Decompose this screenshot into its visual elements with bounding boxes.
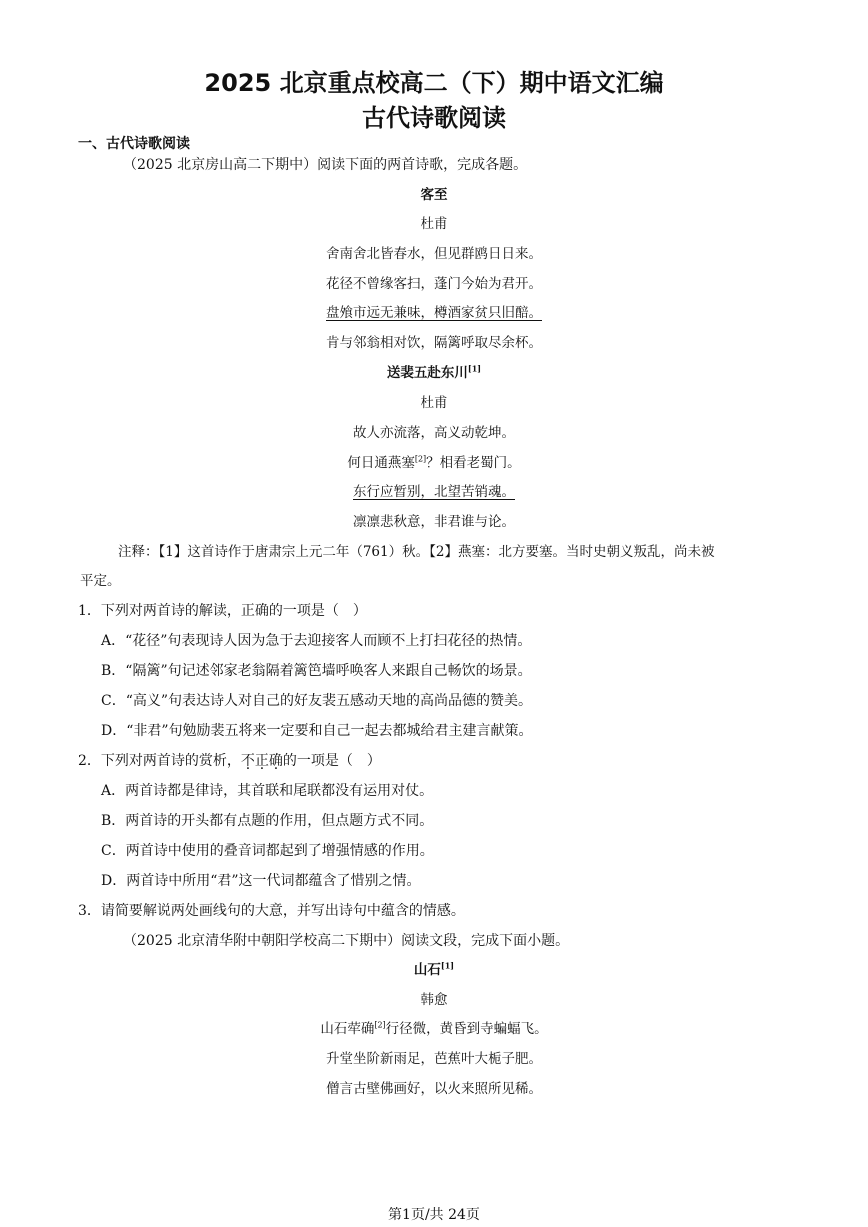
section-heading: 一、古代诗歌阅读 <box>78 136 190 152</box>
poem1-line: 舍南舍北皆春水，但见群鸥日日来。 <box>326 246 542 262</box>
line-text: 山石荦确 <box>320 1021 375 1037</box>
poem2-line <box>0 454 868 472</box>
poem3-author: 韩愈 <box>420 992 448 1008</box>
poem3-line: 僧言古壁佛画好，以火来照所见稀。 <box>326 1081 542 1097</box>
poem3-line: 升堂坐阶新雨足，芭蕉叶大栀子肥。 <box>326 1051 542 1067</box>
footnote-marker: [1] <box>467 363 482 374</box>
line-text: 行径微，黄昏到寺蝙蝠飞。 <box>385 1021 548 1037</box>
footnote-marker: [2] <box>374 1020 386 1030</box>
question-1-option-d: D．“非君”句勉励裴五将来一定要和自己一起去都城给君主建言献策。 <box>101 723 533 739</box>
poem3-title-text: 山石 <box>413 962 441 978</box>
footnote-marker: [1] <box>440 960 455 971</box>
poem2-author: 杜甫 <box>420 395 448 411</box>
poem1-line: 肯与邻翁相对饮，隔篱呼取尽余杯。 <box>326 335 542 351</box>
question-2-option-d: D．两首诗中所用“君”这一代词都蕴含了惜别之情。 <box>101 873 421 889</box>
question-1-option-a: A．“花径”句表现诗人因为急于去迎接客人而顾不上打扫花径的热情。 <box>101 633 532 649</box>
emphasis-char: 确 <box>268 753 283 769</box>
question-1-option-b: B．“隔篱”句记述邻家老翁隔着篱笆墙呼唤客人来跟自己畅饮的场景。 <box>101 663 532 679</box>
question-3-stem: 3．请简要解说两处画线句的大意，并写出诗句中蕴含的情感。 <box>78 903 465 919</box>
emphasis-char: 不 <box>240 753 255 769</box>
question-2-option-b: B．两首诗的开头都有点题的作用，但点题方式不同。 <box>101 813 434 829</box>
poem2-line: 凛凛悲秋意，非君谁与论。 <box>353 514 515 530</box>
poem3-line <box>0 1020 868 1038</box>
poem1-line: 花径不曾缘客扫，蓬门今始为君开。 <box>326 276 542 292</box>
question-2-option-a: A．两首诗都是律诗，其首联和尾联都没有运用对仗。 <box>101 783 434 799</box>
poem1-title: 客至 <box>420 187 448 203</box>
poem1-author: 杜甫 <box>420 216 448 232</box>
question-1-stem: 1．下列对两首诗的解读，正确的一项是（ ） <box>78 603 367 619</box>
poem2-title-text: 送裴五赴东川 <box>386 365 468 381</box>
poem2-line: 故人亦流落，高义动乾坤。 <box>353 425 515 441</box>
poem2-title <box>0 364 868 382</box>
passage1-intro: （2025 北京房山高二下期中）阅读下面的两首诗歌，完成各题。 <box>123 157 528 173</box>
stem-text: 2．下列对两首诗的赏析， <box>78 753 241 769</box>
document-subtitle: 古代诗歌阅读 <box>362 104 506 132</box>
annotation-note: 平定。 <box>80 573 121 589</box>
poem2-line-underlined <box>0 483 868 501</box>
document-title: 2025 北京重点校高二（下）期中语文汇编 <box>204 69 664 97</box>
poem1-line-underlined <box>0 304 868 322</box>
emphasis-char: 正 <box>254 753 269 769</box>
stem-text: 的一项是（ ） <box>282 753 381 769</box>
page-number: 第1页/共 24页 <box>388 1207 480 1223</box>
question-2-option-c: C．两首诗中使用的叠音词都起到了增强情感的作用。 <box>101 843 434 859</box>
underlined-text: 东行应暂别，北望苦销魂。 <box>353 484 515 500</box>
line-text: 何日通燕塞 <box>347 455 415 471</box>
annotation-note: 注释：【1】这首诗作于唐肃宗上元二年（761）秋。【2】燕塞：北方要塞。当时史朝义叛乱，尚未被 <box>118 544 715 560</box>
passage2-intro: （2025 北京清华附中朝阳学校高二下期中）阅读文段，完成下面小题。 <box>123 933 570 949</box>
question-2-stem <box>78 752 381 770</box>
footnote-marker: [2] <box>414 454 427 464</box>
underlined-text: 盘飧市远无兼味，樽酒家贫只旧醅。 <box>326 305 542 321</box>
question-1-option-c: C．“高义”句表达诗人对自己的好友裴五感动天地的高尚品德的赞美。 <box>101 693 533 709</box>
line-text: ？相看老蜀门。 <box>426 455 521 471</box>
poem3-title <box>0 961 868 979</box>
